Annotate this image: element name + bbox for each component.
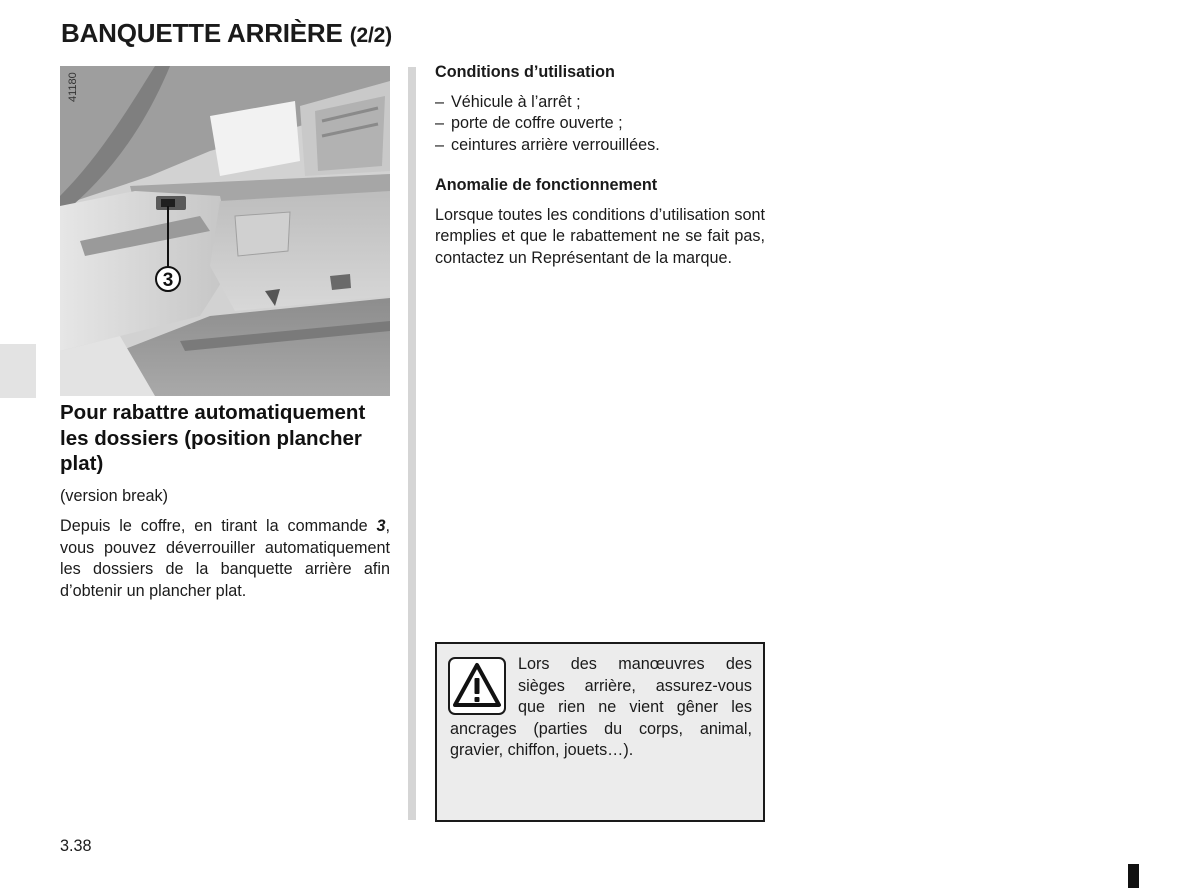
page-number: 3.38 — [60, 837, 92, 855]
trunk-illustration — [60, 66, 390, 396]
warning-box — [435, 642, 765, 822]
right-column — [435, 62, 765, 269]
section-heading: Pour rabattre automatiquement les dossiers (position plancher plat) — [60, 401, 366, 475]
list-item: – porte de coffre ouverte ; — [435, 113, 765, 135]
conditions-list — [435, 92, 765, 157]
column-divider — [408, 67, 416, 820]
warning-text — [450, 654, 752, 762]
left-column — [60, 400, 390, 602]
chapter-tab — [0, 344, 36, 398]
instructions-paragraph — [60, 516, 390, 602]
instructions-control-ref: 3 — [376, 517, 386, 535]
warning-text-spacer — [450, 654, 518, 718]
instructions-text-end: , vous pouvez déverrouiller automatiquement les dossiers de la banquette arrière afin d’obtenir un plancher plat. — [60, 517, 390, 600]
list-item: – ceintures arrière verrouillées. — [435, 135, 765, 157]
page-edge-marker — [1128, 864, 1139, 888]
page-title — [61, 18, 392, 49]
trunk-illustration-drawing — [60, 66, 390, 396]
anomaly-heading: Anomalie de fonctionnement — [435, 176, 658, 194]
figure-reference-code: 41180 — [67, 72, 79, 102]
warning-message: Lors des manœuvres des sièges arrière, assurez-vous que rien ne vient gêner les ancrages (parties du corps, animal, gravier, chiffon, jouets…). — [450, 655, 752, 759]
callout-label: 3 — [162, 270, 174, 291]
page-title-suffix: (2/2) — [349, 24, 392, 47]
list-item: – Véhicule à l’arrêt ; — [435, 92, 765, 114]
conditions-heading: Conditions d’utilisation — [435, 63, 615, 81]
page-title-main: BANQUETTE ARRIÈRE — [61, 18, 343, 48]
anomaly-paragraph: Lorsque toutes les conditions d’utilisation sont remplies et que le rabattement ne se fait pas, contactez un Représentant de la marque. — [435, 205, 765, 267]
instructions-text-start: Depuis le coffre, en tirant la commande — [60, 517, 377, 535]
version-note: (version break) — [60, 486, 168, 505]
